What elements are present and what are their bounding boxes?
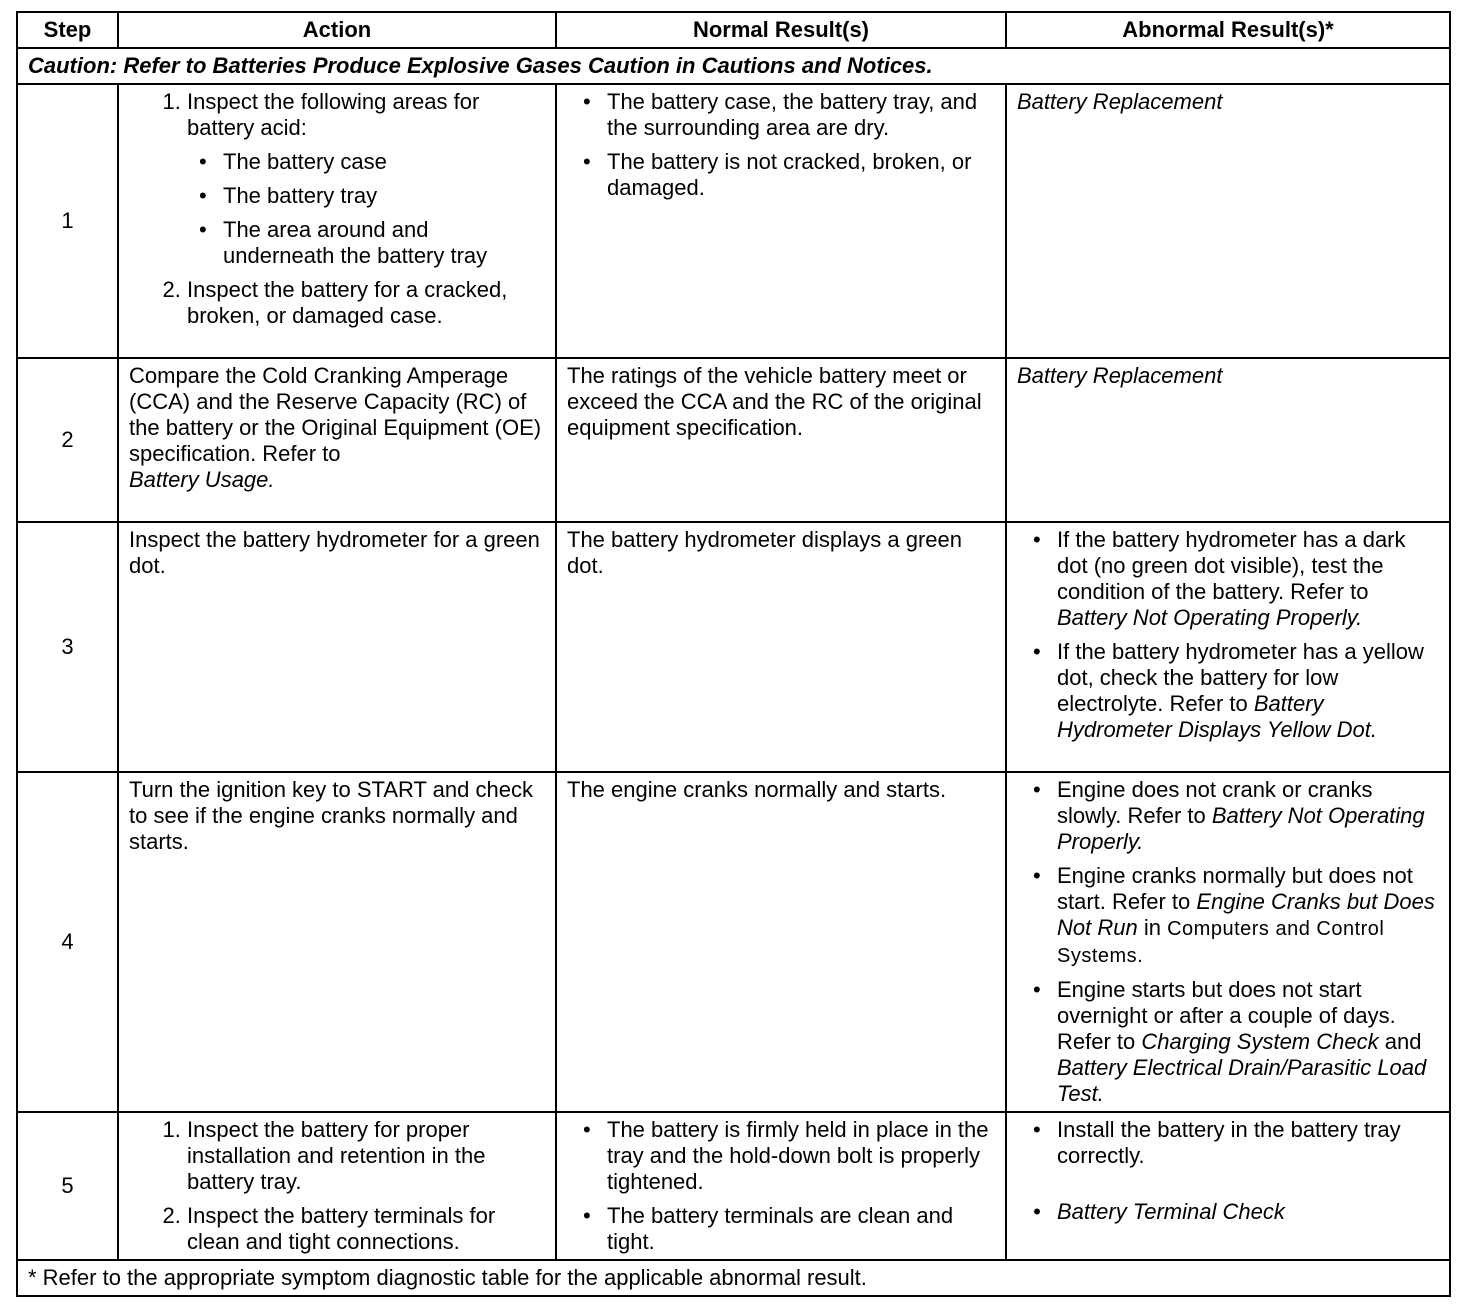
abnormal-text: in — [1143, 915, 1161, 940]
reference-link: Battery Hydrometer Displays Yellow Dot. — [1057, 691, 1377, 742]
list-item — [1057, 777, 1439, 855]
normal-cell: The engine cranks normally and starts. — [556, 772, 1006, 1112]
header-action: Action — [118, 12, 556, 48]
abnormal-text: and — [1384, 1029, 1422, 1054]
action-cell — [118, 358, 556, 522]
normal-cell: The battery hydrometer displays a green dot. — [556, 522, 1006, 772]
action-cell — [118, 84, 556, 358]
diagnostic-table-container — [16, 11, 1449, 1297]
table-row-step-3 — [17, 522, 1450, 772]
normal-cell — [556, 1112, 1006, 1260]
reference-link: Charging System Check — [1141, 1029, 1379, 1054]
list-item: • The battery tray — [223, 183, 545, 209]
list-item — [1057, 977, 1439, 1107]
normal-list — [567, 89, 995, 201]
normal-cell — [556, 84, 1006, 358]
list-item — [187, 89, 545, 269]
action-list — [129, 89, 545, 329]
list-item — [1057, 863, 1439, 969]
list-item: • The battery case, the battery tray, and the surrounding area are dry. — [607, 89, 995, 141]
list-item: • The area around and underneath the battery tray — [223, 217, 545, 269]
header-abnormal-results: Abnormal Result(s)* — [1006, 12, 1450, 48]
step-number: 2 — [17, 358, 118, 522]
action-cell: Inspect the battery hydrometer for a green dot. — [118, 522, 556, 772]
abnormal-list — [1017, 1117, 1439, 1225]
sub-list — [187, 149, 545, 269]
action-text: Inspect the following areas for battery acid: — [187, 89, 480, 140]
header-step: Step — [17, 12, 118, 48]
step-number: 3 — [17, 522, 118, 772]
list-item: 2. Inspect the battery terminals for clean and tight connections. — [187, 1203, 545, 1255]
list-item: 2. Inspect the battery for a cracked, broken, or damaged case. — [187, 277, 545, 329]
list-item: • The battery is firmly held in place in the tray and the hold-down bolt is properly tightened. — [607, 1117, 995, 1195]
list-item — [1057, 527, 1439, 631]
action-cell: Turn the ignition key to START and check to see if the engine cranks normally and starts. — [118, 772, 556, 1112]
header-normal-results: Normal Result(s) — [556, 12, 1006, 48]
table-row-step-1 — [17, 84, 1450, 358]
reference-link: Battery Replacement — [1017, 363, 1223, 388]
list-item — [1057, 639, 1439, 743]
abnormal-list — [1017, 527, 1439, 743]
reference-section: Computers and Control Systems. — [1057, 918, 1385, 967]
normal-cell: The ratings of the vehicle battery meet or exceed the CCA and the RC of the original equipment specification. — [556, 358, 1006, 522]
step-number: 5 — [17, 1112, 118, 1260]
action-text: Compare the Cold Cranking Amperage (CCA) and the Reserve Capacity (RC) of the battery or the Original Equipment (OE) specification. Refer to — [129, 363, 542, 466]
step-number: 1 — [17, 84, 118, 358]
reference-link: Battery Electrical Drain/Parasitic Load Test. — [1057, 1055, 1427, 1106]
abnormal-list — [1017, 777, 1439, 1107]
normal-list — [567, 1117, 995, 1255]
action-cell — [118, 1112, 556, 1260]
caution-row — [17, 48, 1450, 84]
list-item: • The battery case — [223, 149, 545, 175]
reference-link: Battery Not Operating Properly. — [1057, 605, 1363, 630]
list-item: • The battery is not cracked, broken, or damaged. — [607, 149, 995, 201]
list-item: 1. Inspect the battery for proper installation and retention in the battery tray. — [187, 1117, 545, 1195]
table-row-step-4 — [17, 772, 1450, 1112]
reference-link: Battery Replacement — [1017, 89, 1223, 114]
reference-link: Engine Cranks but Does Not Run — [1057, 889, 1435, 940]
list-item: • The battery terminals are clean and tight. — [607, 1203, 995, 1255]
abnormal-text: Engine cranks normally but does not start. Refer to — [1057, 863, 1413, 914]
reference-link: Battery Usage. — [129, 467, 275, 492]
abnormal-cell — [1006, 522, 1450, 772]
footnote-row — [17, 1260, 1450, 1296]
abnormal-cell — [1006, 358, 1450, 522]
table-row-step-2 — [17, 358, 1450, 522]
diagnostic-table — [16, 11, 1451, 1297]
step-number: 4 — [17, 772, 118, 1112]
header-row — [17, 12, 1450, 48]
abnormal-text: If the battery hydrometer has a dark dot (no green dot visible), test the condition of the battery. Refer to — [1057, 527, 1406, 604]
abnormal-text: Engine does not crank or cranks slowly. Refer to — [1057, 777, 1373, 828]
abnormal-text: Engine starts but does not start overnight or after a couple of days. Refer to — [1057, 977, 1396, 1054]
table-row-step-5 — [17, 1112, 1450, 1260]
reference-link: Battery Not Operating Properly. — [1057, 803, 1425, 854]
abnormal-text: If the battery hydrometer has a yellow dot, check the battery for low electrolyte. Refer to — [1057, 639, 1424, 716]
action-list — [129, 1117, 545, 1255]
footnote-text: * Refer to the appropriate symptom diagnostic table for the applicable abnormal result. — [17, 1260, 1450, 1296]
list-item: • Install the battery in the battery tray correctly. — [1057, 1117, 1439, 1169]
abnormal-cell — [1006, 772, 1450, 1112]
caution-text: Caution: Refer to Batteries Produce Explosive Gases Caution in Cautions and Notices. — [17, 48, 1450, 84]
abnormal-cell — [1006, 1112, 1450, 1260]
abnormal-cell — [1006, 84, 1450, 358]
list-item: • Battery Terminal Check — [1057, 1199, 1439, 1225]
